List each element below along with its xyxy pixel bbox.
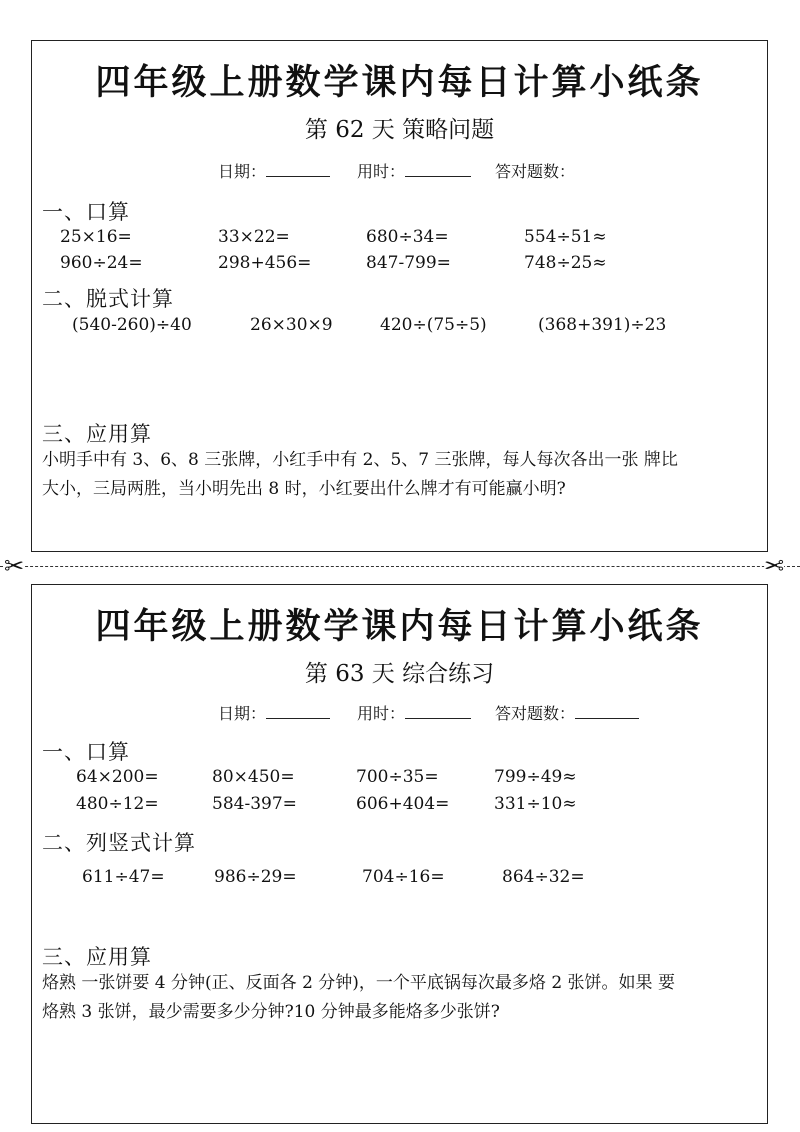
application-problem bbox=[42, 446, 760, 504]
vertical-problem: 864÷32= bbox=[502, 867, 585, 887]
oral-problem: 680÷34= bbox=[366, 227, 449, 247]
time-field bbox=[357, 159, 471, 182]
oral-problem: 554÷51≈ bbox=[524, 227, 607, 247]
step-problem: (540-260)÷40 bbox=[72, 315, 192, 335]
oral-problem: 748÷25≈ bbox=[524, 253, 607, 273]
time-label: 用时： bbox=[357, 704, 406, 723]
date-blank bbox=[266, 704, 330, 719]
problem-line: 烙熟 一张饼要 4 分钟(正、反面各 2 分钟)，一个平底锅每次最多烙 2 张饼。如果 要 bbox=[42, 973, 675, 993]
worksheet-title: 四年级上册数学课内每日计算小纸条 bbox=[95, 607, 704, 647]
date-label: 日期： bbox=[218, 704, 267, 723]
oral-problem: 960÷24= bbox=[60, 253, 143, 273]
scissors-icon: ✂ bbox=[764, 552, 785, 580]
oral-problem: 799÷49≈ bbox=[494, 767, 577, 787]
application-problem bbox=[42, 969, 760, 1027]
step-problem: 420÷(75÷5) bbox=[380, 315, 487, 335]
cut-line bbox=[0, 566, 800, 567]
section-application-heading: 三、应用算 bbox=[42, 945, 152, 969]
scissors-icon: ✂ bbox=[4, 552, 25, 580]
section-oral-heading: 一、口算 bbox=[42, 740, 130, 764]
date-field bbox=[218, 159, 330, 182]
date-blank bbox=[266, 162, 330, 177]
oral-problem: 33×22= bbox=[218, 227, 290, 247]
oral-problem: 700÷35= bbox=[356, 767, 439, 787]
step-problem: 26×30×9 bbox=[250, 315, 333, 335]
oral-problem: 80×450= bbox=[212, 767, 295, 787]
oral-problem: 298+456= bbox=[218, 253, 312, 273]
correct-count-field bbox=[495, 159, 575, 182]
time-blank bbox=[405, 162, 471, 177]
worksheet-day-63 bbox=[31, 584, 768, 1124]
correct-count-label: 答对题数： bbox=[495, 162, 576, 181]
oral-problem: 480÷12= bbox=[76, 794, 159, 814]
oral-problem: 64×200= bbox=[76, 767, 159, 787]
time-label: 用时： bbox=[357, 162, 406, 181]
correct-count-blank bbox=[575, 704, 639, 719]
time-field bbox=[357, 701, 471, 724]
section-vertical-heading: 二、列竖式计算 bbox=[42, 831, 196, 855]
section-application-heading: 三、应用算 bbox=[42, 422, 152, 446]
vertical-problem: 704÷16= bbox=[362, 867, 445, 887]
oral-problem: 25×16= bbox=[60, 227, 132, 247]
vertical-problem: 611÷47= bbox=[82, 867, 165, 887]
worksheet-title: 四年级上册数学课内每日计算小纸条 bbox=[95, 63, 704, 103]
problem-line: 大小，三局两胜，当小明先出 8 时，小红要出什么牌才有可能赢小明? bbox=[42, 479, 566, 499]
vertical-problem: 986÷29= bbox=[214, 867, 297, 887]
oral-problem: 331÷10≈ bbox=[494, 794, 577, 814]
oral-problem: 584-397= bbox=[212, 794, 297, 814]
worksheet-day-62 bbox=[31, 40, 768, 552]
problem-line: 烙熟 3 张饼，最少需要多少分钟?10 分钟最多能烙多少张饼? bbox=[42, 1002, 500, 1022]
problem-line: 小明手中有 3、6、8 三张牌，小红手中有 2、5、7 三张牌，每人每次各出一张 牌比 bbox=[42, 450, 678, 470]
step-problem: (368+391)÷23 bbox=[538, 315, 667, 335]
section-oral-heading: 一、口算 bbox=[42, 200, 130, 224]
time-blank bbox=[405, 704, 471, 719]
worksheet-subtitle: 第 63 天 综合练习 bbox=[304, 661, 495, 687]
section-steps-heading: 二、脱式计算 bbox=[42, 287, 174, 311]
correct-count-field bbox=[495, 701, 639, 724]
date-field bbox=[218, 701, 330, 724]
worksheet-subtitle: 第 62 天 策略问题 bbox=[304, 117, 495, 143]
oral-problem: 606+404= bbox=[356, 794, 450, 814]
date-label: 日期： bbox=[218, 162, 267, 181]
oral-problem: 847-799= bbox=[366, 253, 451, 273]
correct-count-label: 答对题数： bbox=[495, 704, 576, 723]
